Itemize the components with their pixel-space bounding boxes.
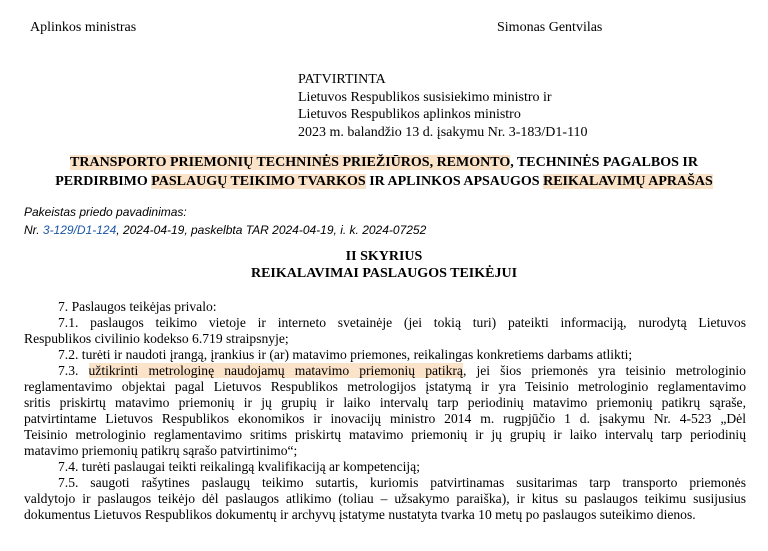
paragraph-7-1: 7.1. paslaugos teikimo vietoje ir interneto svetainėje (jei tokią turi) pateikti informaciją, nurodytą Lietuvos	[58, 315, 746, 330]
title-highlight: TRANSPORTO PRIEMONIŲ TECHNINĖS PRIEŽIŪROS, REMONTO	[70, 155, 511, 170]
amendment-suffix: , 2024-04-19, paskelbta TAR 2024-04-19, i. k. 2024-07252	[116, 223, 427, 237]
title-line-2	[0, 172, 768, 191]
amendment-reference	[24, 223, 426, 237]
p73-rest: , jei šios priemonės yra teisinio metrologinio	[462, 363, 746, 378]
paragraph-7-3-cont: sritis priskirtų matavimo priemonių ir jų grupių ir laiko intervalų tarp periodinių matavimo priemonių patikrų sąraše,	[24, 395, 746, 410]
title-text: IR APLINKOS APSAUGOS	[365, 174, 544, 189]
p73-highlight: užtikrinti metrologinę naudojamų matavimo priemonių patikrą	[88, 363, 463, 378]
document-title	[0, 153, 768, 191]
section-number: II SKYRIUS	[345, 249, 423, 264]
title-text: , TECHNINĖS PAGALBOS IR	[510, 155, 698, 170]
title-highlight: PASLAUGŲ TEIKIMO TVARKOS	[151, 174, 366, 189]
paragraph-7-5-cont: valdytojo ir paslaugos teikėjo dėl paslaugos atlikimo (toliau – užsakymo paraiška), ir kitus su paslaugos teikimu susijusius	[24, 491, 746, 506]
paragraph-7-2: 7.2. turėti ir naudoti įrangą, įrankius ir (ar) matavimo priemones, reikalingas konkretiems darbams atlikti;	[58, 347, 633, 362]
paragraph-7-3-cont: Teisinio metrologinio reglamentavimo sritims priskirtų matavimo priemonių ir jų grupių ir laiko intervalų tarp periodinių	[24, 427, 746, 442]
amendment-link[interactable]: 3-129/D1-124	[42, 223, 117, 237]
title-text: PERDIRBIMO	[55, 174, 152, 189]
approval-line: Lietuvos Respublikos aplinkos ministro	[298, 107, 521, 122]
paragraph-7-4: 7.4. turėti paslaugai teikti reikalingą kvalifikaciją ar kompetenciją;	[58, 459, 420, 474]
approval-line: Lietuvos Respublikos susisiekimo ministro ir	[298, 89, 552, 105]
title-highlight: REIKALAVIMŲ APRAŠAS	[543, 174, 713, 189]
paragraph-7-1-cont: Respublikos civilinio kodekso 6.719 straipsnyje;	[24, 331, 289, 346]
amendment-label: Pakeistas priedo pavadinimas:	[24, 205, 187, 219]
paragraph-7-5: 7.5. saugoti rašytines paslaugų teikimo sutartis, kuriomis patvirtinamas susitarimas tarp transporto priemonės	[58, 475, 746, 490]
paragraph-7-3-cont: reglamentavimo objektai pagal Lietuvos Respublikos metrologijos įstatymą ir yra Teisinio metrologinio reglamentavimo	[24, 379, 746, 394]
paragraph-7: 7. Paslaugos teikėjas privalo:	[58, 299, 217, 314]
section-heading	[0, 248, 768, 282]
paragraph-7-3-cont: patvirtintame Lietuvos Respublikos ekonomikos ir inovacijų ministro 2014 m. rugpjūčio 1 d. įsakymu Nr. 4-523 „Dėl	[24, 411, 746, 426]
p73-number: 7.3.	[58, 363, 89, 378]
amendment-prefix: Nr.	[24, 223, 43, 237]
signature-right: Simonas Gentvilas	[497, 20, 603, 35]
signature-left: Aplinkos ministras	[30, 20, 137, 35]
approval-line: PATVIRTINTA	[298, 72, 386, 87]
approval-block	[298, 71, 588, 141]
section-title: REIKALAVIMAI PASLAUGOS TEIKĖJUI	[250, 266, 518, 281]
title-line-1	[0, 153, 768, 172]
paragraph-7-3-cont: matavimo priemonių patikrų sąrašo patvirtinimo“;	[24, 443, 298, 458]
approval-line: 2023 m. balandžio 13 d. įsakymu Nr. 3-183/D1-110	[298, 124, 588, 140]
paragraph-7-5-cont: dokumentus Lietuvos Respublikos dokumentų ir archyvų įstatyme nustatyta tvarka 10 metų po paslaugos suteikimo dienos.	[24, 507, 696, 522]
